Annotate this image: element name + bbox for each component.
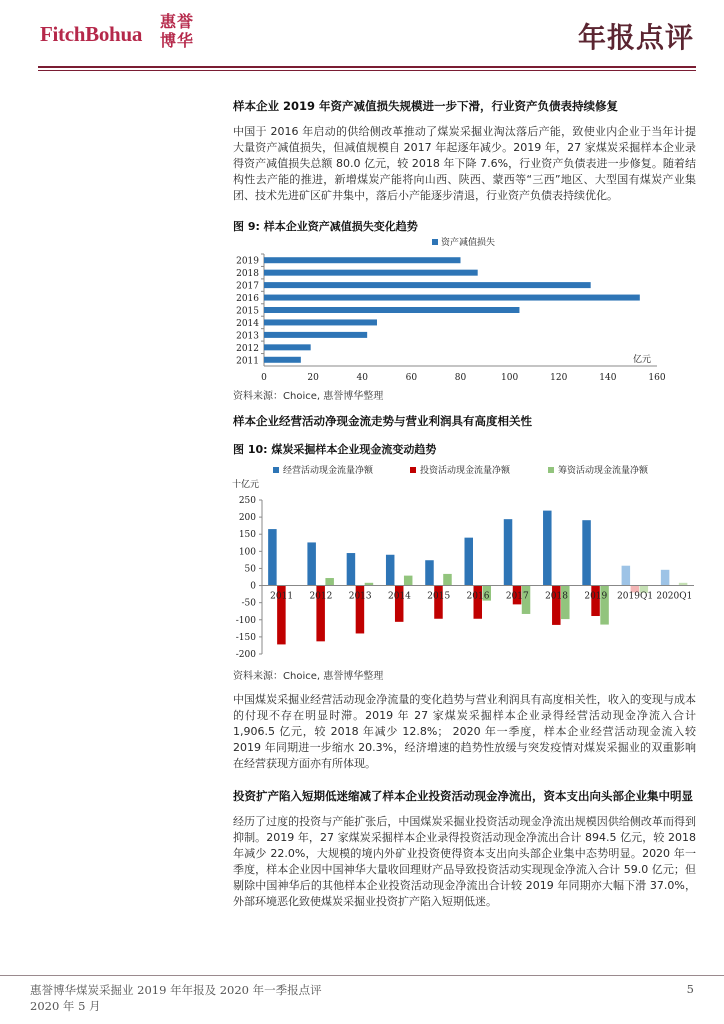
category-label-2015: 2015 — [427, 591, 451, 602]
figure-10-chart — [228, 460, 698, 664]
bar-impairment-2011 — [264, 357, 301, 363]
bar-impairment-2016 — [264, 295, 640, 301]
x-tick-label-160: 160 — [648, 373, 666, 383]
bar-2-0 — [347, 553, 356, 586]
bar-impairment-2018 — [264, 270, 478, 276]
y-tick-label-200: 200 — [238, 513, 256, 524]
category-label-2016: 2016 — [236, 294, 259, 305]
category-label-2018: 2018 — [236, 269, 259, 280]
footer-report-title: 惠誉博华煤炭采掘业 2019 年年报及 2020 年一季报点评 — [30, 983, 322, 997]
y-tick-label--50: -50 — [241, 598, 256, 609]
category-label-2011: 2011 — [270, 591, 294, 602]
paragraph-impairment: 中国于 2016 年启动的供给侧改革推动了煤炭采掘业淘汰落后产能，致使业内企业于当年计提大量资产减值损失，但减值规模自 2017 年起逐年减少。2019 年，27 家煤炭采掘样本企业录得资产减值损失总额 80.0 亿元，较 2018 年下降 7.6%，行业资产负债表进一步修复。随着结构性去产能的推进，新增煤炭产能将向山西、陕西、蒙西等“三西”地区、大型国有煤炭产业集团、技术先进矿区矿井集中，落后小产能逐步清退，行业资产负债表持续优化。 — [233, 125, 697, 202]
legend-label-0: 经营活动现金流量净额 — [283, 466, 374, 476]
figure-9-chart — [228, 234, 688, 386]
category-label-2017: 2017 — [236, 281, 259, 292]
footer-divider — [0, 975, 724, 976]
bar-impairment-2013 — [264, 332, 367, 338]
bar-10-0 — [661, 570, 670, 586]
footer-info — [30, 982, 322, 1014]
category-label-2013: 2013 — [348, 591, 372, 602]
x-tick-label-20: 20 — [307, 373, 319, 383]
bar-6-0 — [504, 519, 512, 585]
x-tick-label-60: 60 — [405, 373, 418, 383]
section-title-impairment: 样本企业 2019 年资产减值损失规模进一步下滑，行业资产负债表持续修复 — [233, 99, 619, 113]
footer-date: 2020 年 5 月 — [30, 999, 101, 1013]
y-tick-label-150: 150 — [238, 530, 256, 541]
figure-9-title: 图 9: 样本企业资产减值损失变化趋势 — [233, 220, 418, 233]
bar-0-0 — [268, 529, 277, 585]
section-title-investment-cashflow: 投资扩产陷入短期低迷缩减了样本企业投资活动现金净流出，资本支出向头部企业集中明显 — [233, 789, 693, 803]
y-tick-label-250: 250 — [238, 496, 256, 506]
bar-3-0 — [386, 555, 395, 586]
bar-9-0 — [622, 566, 631, 586]
logo-fitchbohua: FitchBohua — [40, 22, 143, 46]
category-label-2018: 2018 — [545, 591, 568, 602]
figure-9-source: 资料来源：Choice, 惠誉博华整理 — [233, 391, 384, 402]
y-tick-label-50: 50 — [244, 564, 256, 575]
paragraph-investment-cashflow: 经历了过度的投资与产能扩张后，中国煤炭采掘业投资活动现金净流出规模因供给侧改革而得到抑制。2019 年，27 家煤炭采掘样本企业录得投资活动现金净流出合计 894.5 亿元，较 2018 年减少 22.0%，大规模的境内外矿业投资使得资本支出向头部企业集中态势明显。2020 年一季度，样本企业因中国神华大量收回理财产品导致投资活动实现现金净流入合计 59.0 亿元；但剔除中国神华后的其他样本企业投资活动现金净流出合计较 2019 年同期亦大幅下滑 37.0%，外部环境恶化致使煤炭采掘业投资扩产陷入短期低迷。 — [233, 815, 696, 908]
category-label-2017: 2017 — [505, 591, 529, 602]
unit-label: 亿元 — [633, 355, 652, 365]
legend-swatch-impairment — [432, 239, 438, 245]
header-divider-thin — [38, 70, 696, 71]
x-tick-label-40: 40 — [356, 373, 368, 383]
legend-swatch-1 — [410, 467, 416, 473]
category-label-2015: 2015 — [236, 306, 259, 317]
header-divider — [38, 66, 696, 68]
section-title-operating-cashflow: 样本企业经营活动净现金流走势与营业利润具有高度相关性 — [233, 414, 532, 428]
bar-4-2 — [443, 574, 452, 586]
category-label-2019: 2019 — [236, 256, 259, 267]
bar-impairment-2015 — [264, 307, 519, 313]
category-label-2012: 2012 — [236, 343, 259, 354]
legend-swatch-0 — [273, 467, 279, 473]
legend-swatch-2 — [548, 467, 554, 473]
paragraph-operating-cashflow: 中国煤炭采掘业经营活动现金净流量的变化趋势与营业利润具有高度相关性，收入的变现与成本的付现不存在明显时滞。2019 年 27 家煤炭采掘样本企业录得经营活动现金净流入合计 1,906.5 亿元，较 2018 年减少 12.8%； 2020 年一季度，样本企业经营活动现金流入较 2019 年同期进一步缩水 20.3%，经济增速的趋势性放缓与突发疫情对煤炭采掘业的双重影响在经营获现方面亦有所体现。 — [233, 693, 696, 770]
legend-label-2: 筹资活动现金流量净额 — [558, 466, 649, 476]
bar-4-0 — [425, 560, 434, 585]
y-tick-label--200: -200 — [235, 650, 256, 660]
y-axis-unit-label: 十亿元 — [232, 480, 260, 490]
category-label-2014: 2014 — [236, 318, 259, 329]
bar-1-2 — [325, 578, 334, 586]
bar-5-0 — [465, 538, 474, 586]
category-label-2011: 2011 — [236, 356, 259, 367]
y-tick-label--100: -100 — [235, 615, 256, 626]
legend-label-1: 投资活动现金流量净额 — [420, 466, 511, 476]
bar-8-0 — [582, 520, 591, 585]
bar-1-0 — [307, 542, 316, 585]
x-tick-label-0: 0 — [261, 373, 267, 383]
bar-impairment-2017 — [264, 282, 591, 288]
figure-10-source: 资料来源：Choice, 惠誉博华整理 — [233, 671, 384, 682]
category-label-2014: 2014 — [388, 591, 411, 602]
x-tick-label-80: 80 — [454, 373, 467, 383]
page-header — [0, 0, 724, 70]
logo-chinese-name: 惠誉博华 — [160, 12, 195, 50]
category-label-2012: 2012 — [309, 591, 333, 602]
figure-10-title: 图 10: 煤炭采掘样本企业现金流变动趋势 — [233, 443, 437, 456]
report-type-title: 年报点评 — [577, 21, 694, 54]
bar-7-0 — [543, 511, 552, 586]
category-label-2013: 2013 — [236, 331, 259, 342]
x-tick-label-100: 100 — [501, 373, 519, 383]
category-label-2016: 2016 — [466, 591, 490, 602]
legend-label-impairment: 资产减值损失 — [441, 238, 496, 248]
category-label-2020Q1: 2020Q1 — [656, 591, 693, 602]
x-tick-label-120: 120 — [550, 373, 568, 383]
page-number: 5 — [686, 982, 694, 996]
bar-impairment-2012 — [264, 344, 311, 350]
y-tick-label--150: -150 — [235, 632, 256, 643]
x-tick-label-140: 140 — [599, 373, 617, 383]
bar-impairment-2014 — [264, 319, 377, 325]
category-label-2019: 2019 — [584, 591, 608, 602]
bar-5-1 — [474, 586, 483, 619]
bar-4-1 — [434, 586, 443, 619]
category-label-2019Q1: 2019Q1 — [617, 591, 654, 602]
bar-3-2 — [404, 576, 413, 586]
bar-impairment-2019 — [264, 257, 461, 263]
y-tick-label-100: 100 — [238, 547, 256, 558]
y-tick-label-0: 0 — [250, 581, 256, 592]
